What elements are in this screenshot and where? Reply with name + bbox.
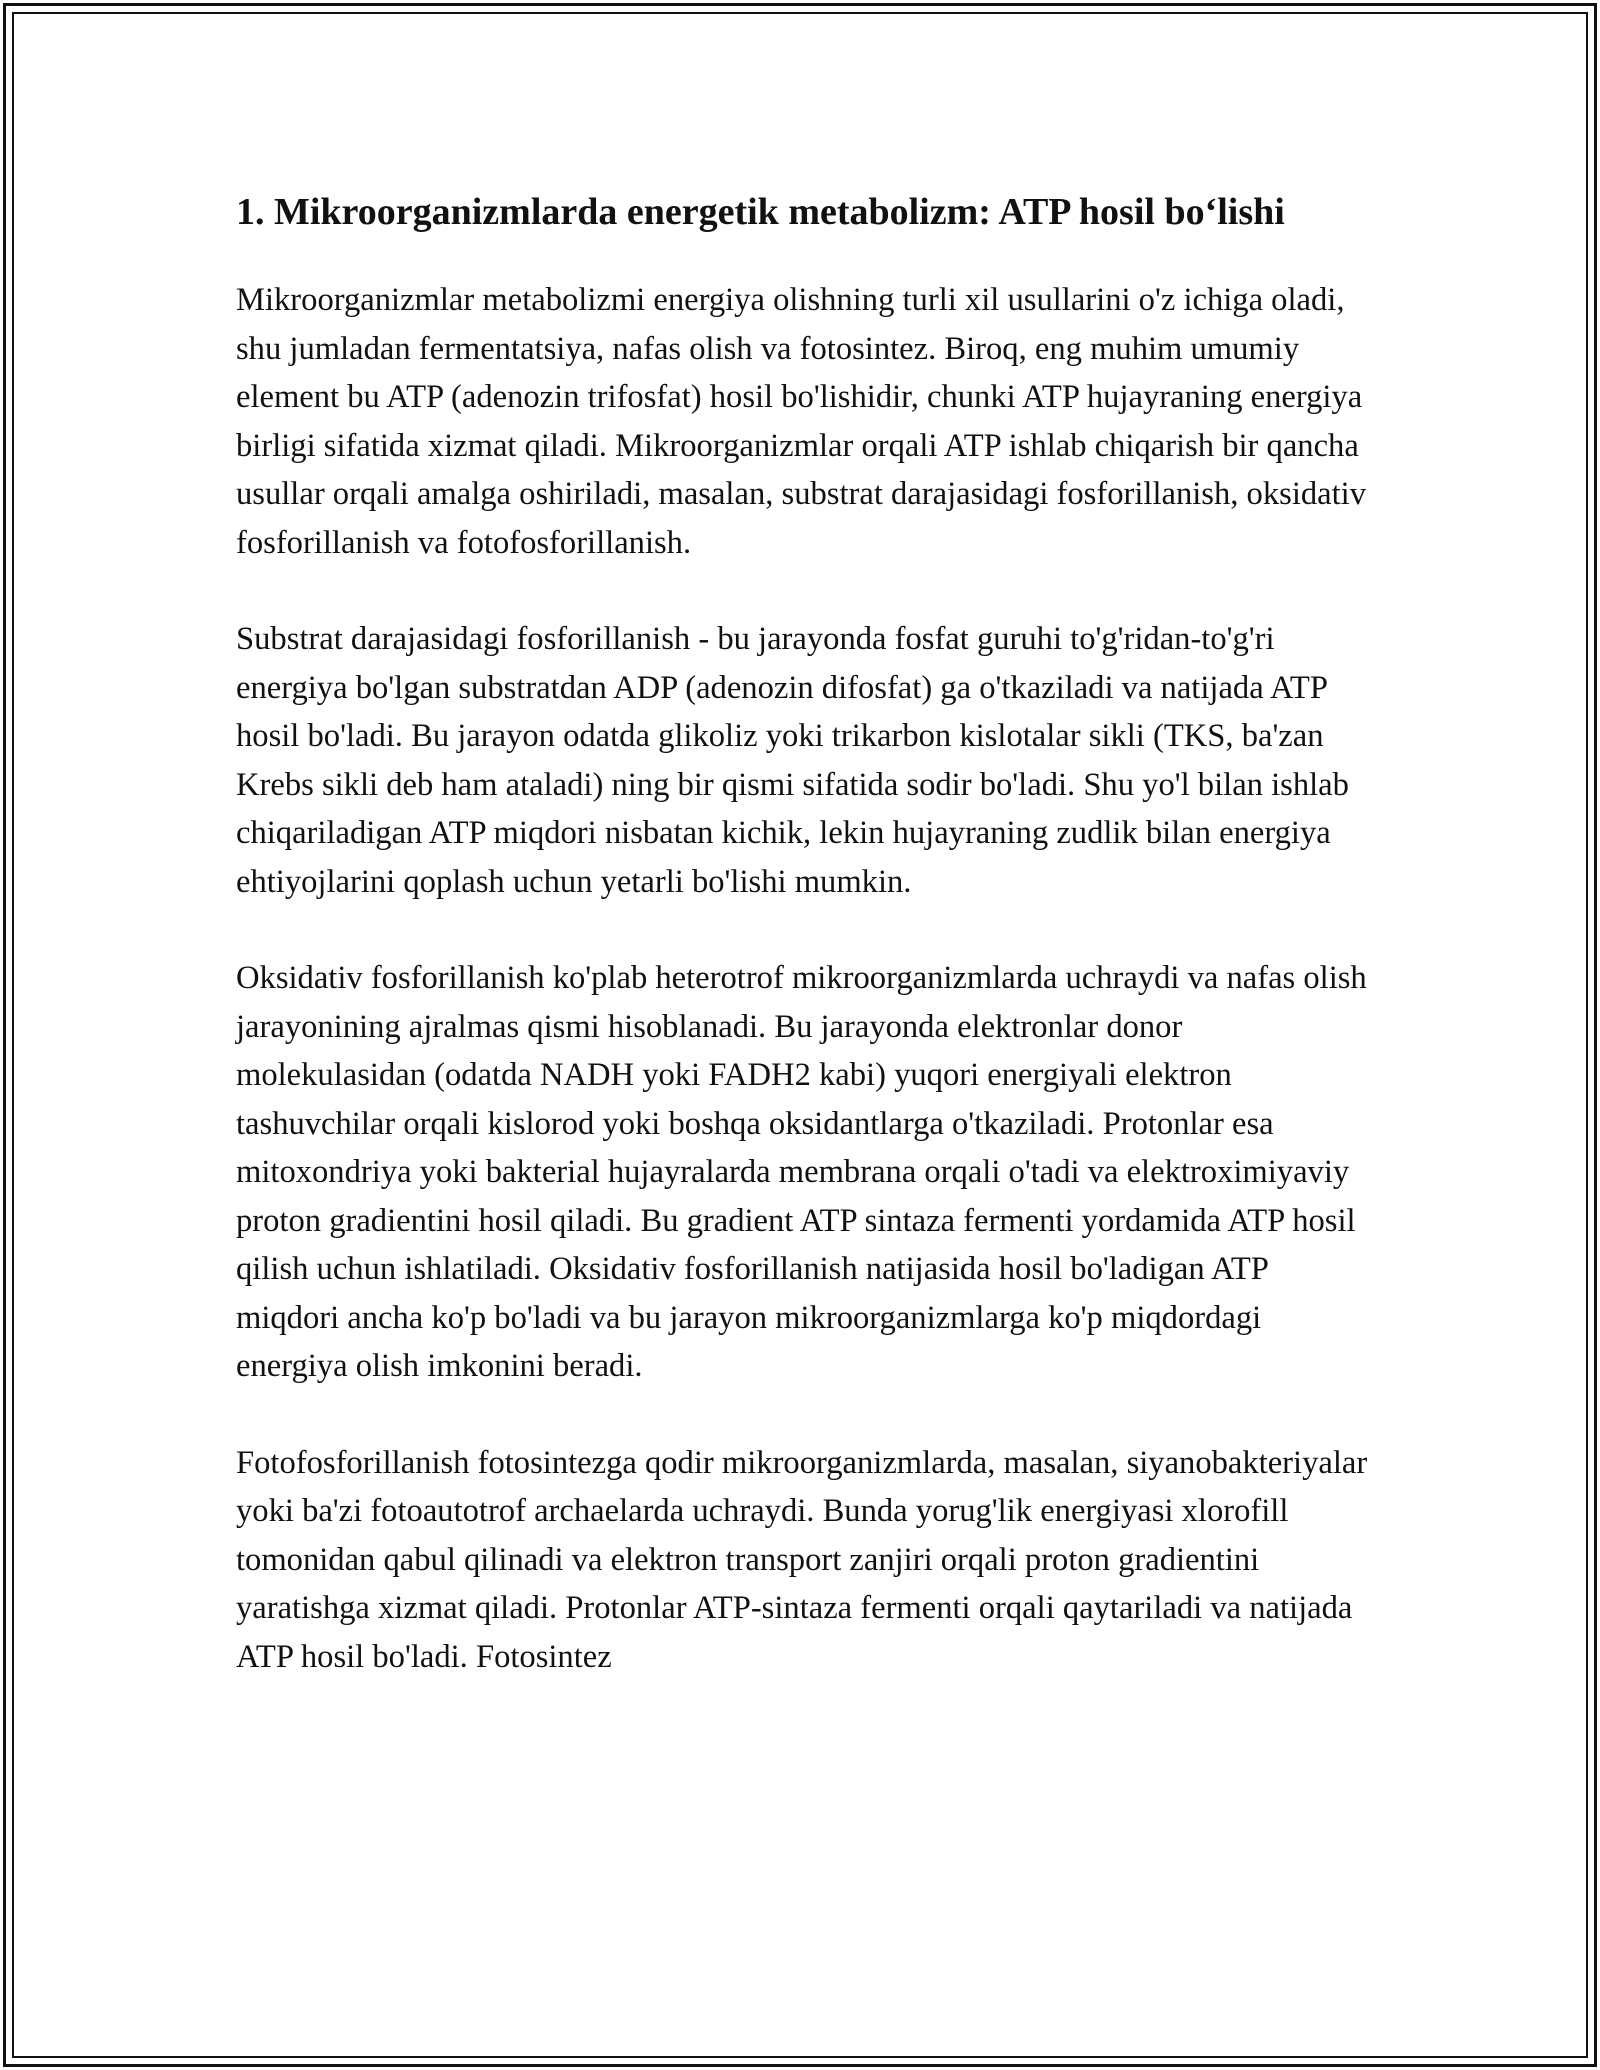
paragraph-oxidative-phosphorylation: Oksidativ fosforillanish ko'plab heterotrof mikroorganizmlarda uchraydi va nafas olish jarayonining ajralmas qismi hisoblanadi. Bu jarayonda elektronlar donor molekulasidan (odatda NADH yoki FADH2 kabi) yuqori energiyali elektron tashuvchilar orqali kislorod yoki boshqa oksidantlarga o'tkaziladi. Protonlar esa mitoxondriya yoki bakterial hujayralarda membrana orqali o'tadi va elektroximiyaviy proton gradientini hosil qiladi. Bu gradient ATP sintaza fermenti yordamida ATP hosil qilish uchun ishlatiladi. Oksidativ fosforillanish natijasida hosil bo'ladigan ATP miqdori ancha ko'p bo'ladi va bu jarayon mikroorganizmlarga ko'p miqdordagi energiya olish imkonini beradi. — [236, 960, 1367, 1384]
paragraph-photophosphorylation: Fotofosforillanish fotosintezga qodir mikroorganizmlarda, masalan, siyanobakteriyalar yoki ba'zi fotoautotrof archaelarda uchraydi. Bunda yorug'lik energiyasi xlorofill tomonidan qabul qilinadi va elektron transport zanjiri orqali proton gradientini yaratishga xizmat qiladi. Protonlar ATP-sintaza fermenti orqali qaytariladi va natijada ATP hosil bo'ladi. Fotosintez — [236, 1444, 1368, 1675]
paragraph-atp-overview: Mikroorganizmlar metabolizmi energiya olishning turli xil usullarini o'z ichiga oladi, shu jumladan fermentatsiya, nafas olish va fotosintez. Biroq, eng muhim umumiy element bu ATP (adenozin trifosfat) hosil bo'lishidir, chunki ATP hujayraning energiya birligi sifatida xizmat qiladi. Mikroorganizmlar orqali ATP ishlab chiqarish bir qancha usullar orqali amalga oshiriladi, masalan, substrat darajasidagi fosforillanish, oksidativ fosforillanish va fotofosforillanish. — [236, 282, 1367, 561]
document-body — [236, 185, 1376, 1729]
section-heading: 1. Mikroorganizmlarda energetik metabolizm: ATP hosil bo‘lishi — [236, 191, 1285, 233]
paragraph-substrate-phosphorylation: Substrat darajasidagi fosforillanish - bu jarayonda fosfat guruhi to'g'ridan-to'g'ri energiya bo'lgan substratdan ADP (adenozin difosfat) ga o'tkaziladi va natijada ATP hosil bo'ladi. Bu jarayon odatda glikoliz yoki trikarbon kislotalar sikli (TKS, ba'zan Krebs sikli deb ham ataladi) ning bir qismi sifatida sodir bo'ladi. Shu yo'l bilan ishlab chiqariladigan ATP miqdori nisbatan kichik, lekin hujayraning zudlik bilan energiya ehtiyojlarini qoplash uchun yetarli bo'lishi mumkin. — [236, 621, 1349, 900]
